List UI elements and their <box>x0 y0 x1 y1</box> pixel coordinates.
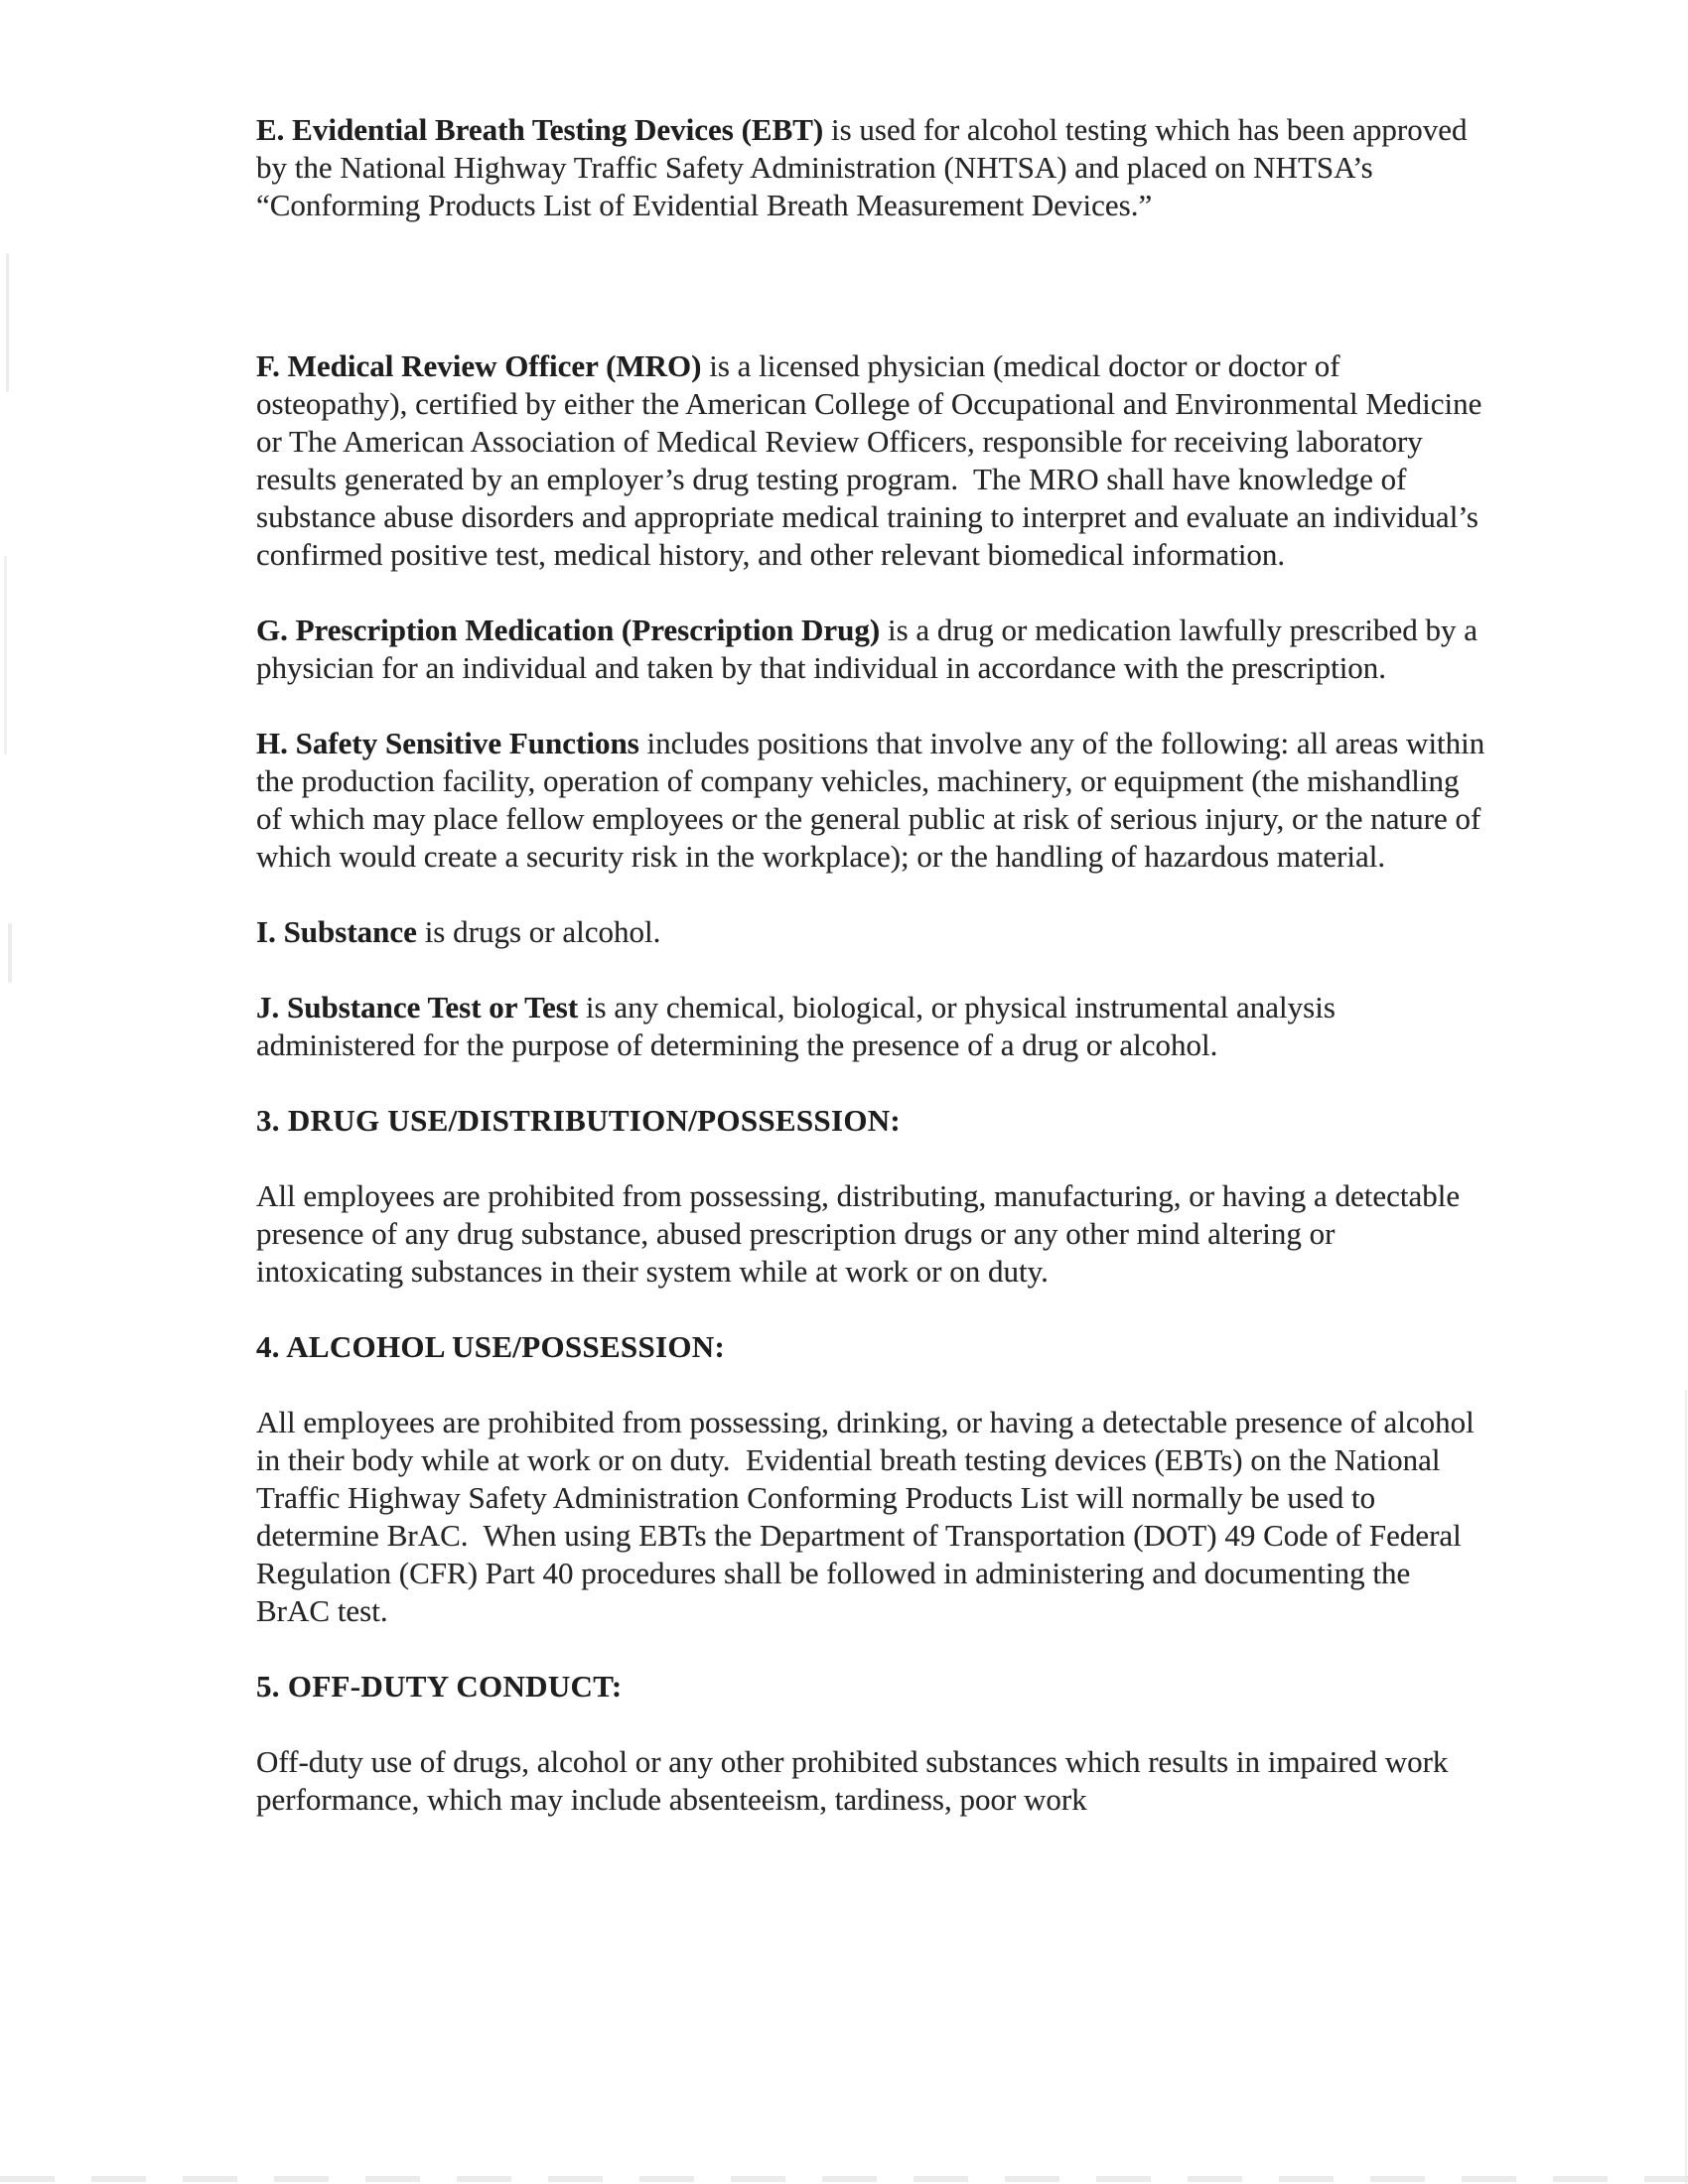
scan-edge-artifact-right <box>1685 1390 1687 2184</box>
definition-paragraph-g <box>256 612 1487 687</box>
section-heading-off-duty-conduct: 5. OFF-DUTY CONDUCT: <box>256 1669 623 1704</box>
definition-body-e: is used for alcohol testing which has been approved by the National Highway Traffic Safety Administration (NHTSA) and placed on NHTSA’s “Conforming Products List of Evidential Breath Measurement Devices.” <box>256 112 1476 222</box>
scan-edge-artifact-left <box>4 556 7 754</box>
section-heading-alcohol-use: 4. ALCOHOL USE/POSSESSION: <box>256 1329 726 1364</box>
scan-edge-artifact-bottom <box>0 2176 1688 2182</box>
scan-edge-artifact-left <box>8 923 12 983</box>
definition-term-h: H. Safety Sensitive Functions <box>256 726 639 760</box>
definition-paragraph-h <box>256 725 1493 876</box>
definition-term-g: G. Prescription Medication (Prescription Drug) <box>256 613 881 647</box>
definition-term-j: J. Substance Test or Test <box>256 990 579 1024</box>
definition-body-g: is a drug or medication lawfully prescribed by a physician for an individual and taken by that individual in accordance with the prescription. <box>256 613 1485 685</box>
section-body-alcohol-use: All employees are prohibited from possessing, drinking, or having a detectable presence of alcohol in their body while at work or on duty. Evidential breath testing devices (EBTs) on the National Traffic Highway Safety Administration Conforming Products List will normally be used to determine BrAC. When using EBTs the Department of Transportation (DOT) 49 Code of Federal Regulation (CFR) Part 40 procedures shall be followed in administering and documenting the BrAC test. <box>256 1405 1482 1628</box>
definition-paragraph-i <box>256 913 1487 951</box>
definition-term-f: F. Medical Review Officer (MRO) <box>256 348 702 383</box>
definition-term-i: I. Substance <box>256 914 417 949</box>
document-content <box>256 111 1493 1856</box>
scan-edge-artifact-left <box>6 253 9 392</box>
definition-body-h: includes positions that involve any of the following: all areas within the production facility, operation of company vehicles, machinery, or equipment (the mishandling of which may place fellow employees or the general public at risk of serious injury, or the nature of which would create a security risk in the workplace); or the handling of hazardous material. <box>256 726 1493 874</box>
definition-paragraph-j <box>256 989 1487 1064</box>
definition-body-f: is a licensed physician (medical doctor or doctor of osteopathy), certified by either the American College of Occupational and Environmental Medicine or The American Association of Medical Review Officers, responsible for receiving laboratory results generated by an employer’s drug testing program. The MRO shall have knowledge of substance abuse disorders and appropriate medical training to interpret and evaluate an individual’s confirmed positive test, medical history, and other relevant biomedical information. <box>256 348 1490 572</box>
definition-term-e: E. Evidential Breath Testing Devices (EBT) <box>256 112 824 147</box>
section-body-off-duty-conduct: Off-duty use of drugs, alcohol or any other prohibited substances which results in impaired work performance, which may include absenteeism, tardiness, poor work <box>256 1744 1457 1817</box>
definition-body-i: is drugs or alcohol. <box>416 914 661 949</box>
definition-paragraph-e <box>256 111 1487 224</box>
definition-body-j: is any chemical, biological, or physical instrumental analysis administered for the purpose of determining the presence of a drug or alcohol. <box>256 990 1343 1062</box>
section-body-drug-use: All employees are prohibited from possessing, distributing, manufacturing, or having a detectable presence of any drug substance, abused prescription drugs or any other mind altering or intoxicating substances in their system while at work or on duty. <box>256 1178 1468 1289</box>
section-heading-drug-use: 3. DRUG USE/DISTRIBUTION/POSSESSION: <box>256 1103 902 1138</box>
definition-paragraph-f <box>256 347 1490 574</box>
